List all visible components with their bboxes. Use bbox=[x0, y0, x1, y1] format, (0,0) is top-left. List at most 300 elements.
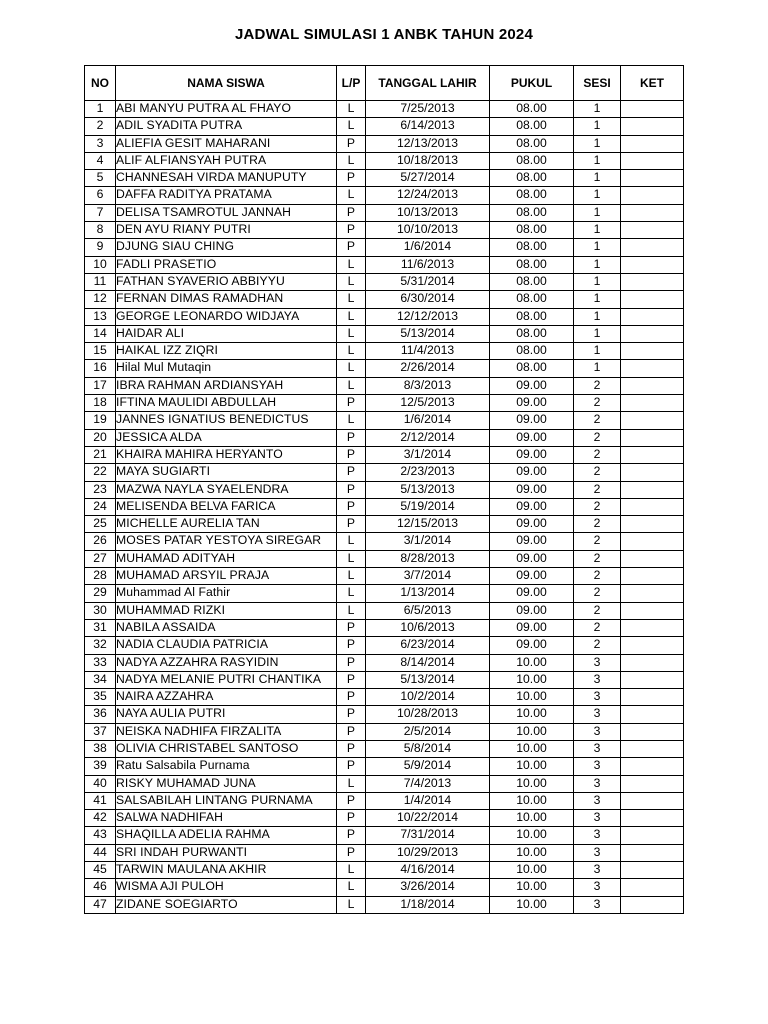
cell-tanggal-lahir: 8/3/2013 bbox=[366, 377, 490, 394]
cell-ket bbox=[621, 343, 684, 360]
cell-nama-siswa: NADYA MELANIE PUTRI CHANTIKA bbox=[116, 671, 337, 688]
table-row bbox=[85, 896, 684, 913]
cell-nama-siswa: DAFFA RADITYA PRATAMA bbox=[116, 187, 337, 204]
table-row bbox=[85, 429, 684, 446]
cell-tanggal-lahir: 5/31/2014 bbox=[366, 273, 490, 290]
table-row bbox=[85, 706, 684, 723]
cell-nama-siswa: NADIA CLAUDIA PATRICIA bbox=[116, 637, 337, 654]
cell-ket bbox=[621, 481, 684, 498]
table-body bbox=[85, 101, 684, 914]
table-row bbox=[85, 291, 684, 308]
cell-nama-siswa: IFTINA MAULIDI ABDULLAH bbox=[116, 395, 337, 412]
cell-nama-siswa: SALWA NADHIFAH bbox=[116, 810, 337, 827]
cell-no: 39 bbox=[85, 758, 116, 775]
cell-no: 15 bbox=[85, 343, 116, 360]
cell-nama-siswa: JESSICA ALDA bbox=[116, 429, 337, 446]
cell-sesi: 1 bbox=[574, 135, 621, 152]
cell-sesi: 2 bbox=[574, 585, 621, 602]
cell-tanggal-lahir: 2/26/2014 bbox=[366, 360, 490, 377]
cell-ket bbox=[621, 498, 684, 515]
table-row bbox=[85, 101, 684, 118]
cell-no: 31 bbox=[85, 619, 116, 636]
cell-ket bbox=[621, 533, 684, 550]
cell-tanggal-lahir: 2/5/2014 bbox=[366, 723, 490, 740]
cell-pukul: 10.00 bbox=[490, 740, 574, 757]
cell-lp: L bbox=[337, 602, 366, 619]
cell-no: 34 bbox=[85, 671, 116, 688]
cell-tanggal-lahir: 7/25/2013 bbox=[366, 101, 490, 118]
cell-ket bbox=[621, 723, 684, 740]
cell-no: 5 bbox=[85, 170, 116, 187]
cell-sesi: 3 bbox=[574, 792, 621, 809]
cell-no: 42 bbox=[85, 810, 116, 827]
cell-tanggal-lahir: 10/29/2013 bbox=[366, 844, 490, 861]
cell-pukul: 10.00 bbox=[490, 827, 574, 844]
cell-lp: P bbox=[337, 740, 366, 757]
cell-ket bbox=[621, 740, 684, 757]
table-row bbox=[85, 464, 684, 481]
cell-ket bbox=[621, 862, 684, 879]
cell-no: 3 bbox=[85, 135, 116, 152]
cell-lp: P bbox=[337, 498, 366, 515]
cell-sesi: 3 bbox=[574, 775, 621, 792]
cell-no: 30 bbox=[85, 602, 116, 619]
cell-nama-siswa: DELISA TSAMROTUL JANNAH bbox=[116, 204, 337, 221]
table-row bbox=[85, 602, 684, 619]
cell-tanggal-lahir: 12/12/2013 bbox=[366, 308, 490, 325]
cell-no: 35 bbox=[85, 689, 116, 706]
cell-tanggal-lahir: 12/13/2013 bbox=[366, 135, 490, 152]
table-row bbox=[85, 516, 684, 533]
cell-sesi: 2 bbox=[574, 481, 621, 498]
cell-nama-siswa: DEN AYU RIANY PUTRI bbox=[116, 222, 337, 239]
cell-sesi: 2 bbox=[574, 619, 621, 636]
cell-sesi: 2 bbox=[574, 550, 621, 567]
cell-tanggal-lahir: 5/19/2014 bbox=[366, 498, 490, 515]
table-row bbox=[85, 792, 684, 809]
cell-ket bbox=[621, 550, 684, 567]
cell-sesi: 3 bbox=[574, 689, 621, 706]
cell-no: 7 bbox=[85, 204, 116, 221]
cell-no: 26 bbox=[85, 533, 116, 550]
cell-pukul: 10.00 bbox=[490, 689, 574, 706]
page-title: JADWAL SIMULASI 1 ANBK TAHUN 2024 bbox=[234, 26, 534, 43]
cell-pukul: 09.00 bbox=[490, 412, 574, 429]
table-row bbox=[85, 308, 684, 325]
cell-no: 14 bbox=[85, 325, 116, 342]
cell-no: 13 bbox=[85, 308, 116, 325]
cell-pukul: 09.00 bbox=[490, 602, 574, 619]
cell-lp: L bbox=[337, 256, 366, 273]
cell-nama-siswa: SHAQILLA ADELIA RAHMA bbox=[116, 827, 337, 844]
cell-pukul: 10.00 bbox=[490, 775, 574, 792]
cell-ket bbox=[621, 810, 684, 827]
cell-no: 17 bbox=[85, 377, 116, 394]
cell-lp: L bbox=[337, 187, 366, 204]
cell-no: 18 bbox=[85, 395, 116, 412]
cell-pukul: 09.00 bbox=[490, 637, 574, 654]
cell-nama-siswa: MAYA SUGIARTI bbox=[116, 464, 337, 481]
cell-pukul: 08.00 bbox=[490, 101, 574, 118]
cell-pukul: 10.00 bbox=[490, 654, 574, 671]
cell-sesi: 1 bbox=[574, 187, 621, 204]
table-row bbox=[85, 498, 684, 515]
cell-pukul: 09.00 bbox=[490, 481, 574, 498]
table-row bbox=[85, 775, 684, 792]
table-row bbox=[85, 446, 684, 463]
cell-nama-siswa: NAIRA AZZAHRA bbox=[116, 689, 337, 706]
cell-tanggal-lahir: 8/28/2013 bbox=[366, 550, 490, 567]
cell-tanggal-lahir: 12/5/2013 bbox=[366, 395, 490, 412]
cell-nama-siswa: ALIEFIA GESIT MAHARANI bbox=[116, 135, 337, 152]
cell-sesi: 3 bbox=[574, 896, 621, 913]
cell-sesi: 1 bbox=[574, 325, 621, 342]
cell-lp: L bbox=[337, 550, 366, 567]
cell-ket bbox=[621, 585, 684, 602]
table-row bbox=[85, 723, 684, 740]
cell-no: 41 bbox=[85, 792, 116, 809]
cell-tanggal-lahir: 5/9/2014 bbox=[366, 758, 490, 775]
cell-nama-siswa: SRI INDAH PURWANTI bbox=[116, 844, 337, 861]
cell-nama-siswa: GEORGE LEONARDO WIDJAYA bbox=[116, 308, 337, 325]
cell-lp: L bbox=[337, 325, 366, 342]
cell-sesi: 2 bbox=[574, 533, 621, 550]
cell-ket bbox=[621, 568, 684, 585]
cell-nama-siswa: Ratu Salsabila Purnama bbox=[116, 758, 337, 775]
cell-pukul: 10.00 bbox=[490, 862, 574, 879]
cell-lp: L bbox=[337, 412, 366, 429]
cell-tanggal-lahir: 1/18/2014 bbox=[366, 896, 490, 913]
cell-tanggal-lahir: 10/10/2013 bbox=[366, 222, 490, 239]
cell-nama-siswa: MUHAMAD ARSYIL PRAJA bbox=[116, 568, 337, 585]
cell-no: 44 bbox=[85, 844, 116, 861]
cell-sesi: 1 bbox=[574, 291, 621, 308]
cell-ket bbox=[621, 429, 684, 446]
cell-ket bbox=[621, 706, 684, 723]
cell-lp: P bbox=[337, 429, 366, 446]
cell-sesi: 2 bbox=[574, 602, 621, 619]
cell-no: 43 bbox=[85, 827, 116, 844]
cell-ket bbox=[621, 896, 684, 913]
cell-nama-siswa: ZIDANE SOEGIARTO bbox=[116, 896, 337, 913]
cell-pukul: 08.00 bbox=[490, 343, 574, 360]
cell-sesi: 2 bbox=[574, 377, 621, 394]
cell-lp: P bbox=[337, 464, 366, 481]
cell-sesi: 3 bbox=[574, 862, 621, 879]
cell-tanggal-lahir: 10/2/2014 bbox=[366, 689, 490, 706]
cell-pukul: 10.00 bbox=[490, 706, 574, 723]
table-row bbox=[85, 689, 684, 706]
cell-ket bbox=[621, 187, 684, 204]
cell-ket bbox=[621, 170, 684, 187]
cell-sesi: 1 bbox=[574, 239, 621, 256]
header-nama-siswa: NAMA SISWA bbox=[116, 66, 337, 101]
cell-pukul: 08.00 bbox=[490, 204, 574, 221]
table-row bbox=[85, 654, 684, 671]
table-row bbox=[85, 412, 684, 429]
cell-tanggal-lahir: 2/23/2013 bbox=[366, 464, 490, 481]
cell-nama-siswa: HAIKAL IZZ ZIQRI bbox=[116, 343, 337, 360]
cell-no: 24 bbox=[85, 498, 116, 515]
cell-tanggal-lahir: 10/18/2013 bbox=[366, 152, 490, 169]
cell-no: 2 bbox=[85, 118, 116, 135]
cell-no: 12 bbox=[85, 291, 116, 308]
header-sesi: SESI bbox=[574, 66, 621, 101]
cell-tanggal-lahir: 1/4/2014 bbox=[366, 792, 490, 809]
cell-no: 46 bbox=[85, 879, 116, 896]
cell-no: 45 bbox=[85, 862, 116, 879]
cell-tanggal-lahir: 10/6/2013 bbox=[366, 619, 490, 636]
table-row bbox=[85, 568, 684, 585]
table-row bbox=[85, 395, 684, 412]
cell-sesi: 1 bbox=[574, 343, 621, 360]
cell-lp: P bbox=[337, 481, 366, 498]
cell-sesi: 2 bbox=[574, 568, 621, 585]
cell-ket bbox=[621, 412, 684, 429]
cell-nama-siswa: Muhammad Al Fathir bbox=[116, 585, 337, 602]
cell-pukul: 08.00 bbox=[490, 187, 574, 204]
cell-no: 47 bbox=[85, 896, 116, 913]
cell-pukul: 09.00 bbox=[490, 498, 574, 515]
cell-no: 6 bbox=[85, 187, 116, 204]
cell-pukul: 08.00 bbox=[490, 360, 574, 377]
cell-ket bbox=[621, 879, 684, 896]
cell-ket bbox=[621, 377, 684, 394]
cell-ket bbox=[621, 775, 684, 792]
cell-ket bbox=[621, 689, 684, 706]
cell-nama-siswa: NEISKA NADHIFA FIRZALITA bbox=[116, 723, 337, 740]
cell-sesi: 1 bbox=[574, 273, 621, 290]
table-row bbox=[85, 550, 684, 567]
cell-pukul: 10.00 bbox=[490, 810, 574, 827]
cell-ket bbox=[621, 602, 684, 619]
cell-pukul: 10.00 bbox=[490, 758, 574, 775]
table-row bbox=[85, 152, 684, 169]
cell-sesi: 3 bbox=[574, 654, 621, 671]
cell-lp: P bbox=[337, 844, 366, 861]
cell-sesi: 3 bbox=[574, 879, 621, 896]
cell-no: 37 bbox=[85, 723, 116, 740]
cell-pukul: 08.00 bbox=[490, 308, 574, 325]
cell-pukul: 08.00 bbox=[490, 291, 574, 308]
cell-nama-siswa: MICHELLE AURELIA TAN bbox=[116, 516, 337, 533]
cell-ket bbox=[621, 101, 684, 118]
cell-lp: P bbox=[337, 446, 366, 463]
table-row bbox=[85, 810, 684, 827]
cell-no: 23 bbox=[85, 481, 116, 498]
cell-pukul: 08.00 bbox=[490, 256, 574, 273]
cell-sesi: 1 bbox=[574, 170, 621, 187]
cell-nama-siswa: MELISENDA BELVA FARICA bbox=[116, 498, 337, 515]
cell-nama-siswa: CHANNESAH VIRDA MANUPUTY bbox=[116, 170, 337, 187]
cell-nama-siswa: ABI MANYU PUTRA AL FHAYO bbox=[116, 101, 337, 118]
cell-ket bbox=[621, 758, 684, 775]
table-row bbox=[85, 862, 684, 879]
cell-nama-siswa: MOSES PATAR YESTOYA SIREGAR bbox=[116, 533, 337, 550]
table-row bbox=[85, 758, 684, 775]
cell-pukul: 09.00 bbox=[490, 568, 574, 585]
table-row bbox=[85, 619, 684, 636]
cell-sesi: 2 bbox=[574, 516, 621, 533]
cell-nama-siswa: OLIVIA CHRISTABEL SANTOSO bbox=[116, 740, 337, 757]
cell-tanggal-lahir: 8/14/2014 bbox=[366, 654, 490, 671]
cell-pukul: 10.00 bbox=[490, 723, 574, 740]
cell-sesi: 3 bbox=[574, 740, 621, 757]
cell-lp: L bbox=[337, 118, 366, 135]
cell-no: 29 bbox=[85, 585, 116, 602]
cell-pukul: 08.00 bbox=[490, 152, 574, 169]
header-ket: KET bbox=[621, 66, 684, 101]
cell-lp: L bbox=[337, 273, 366, 290]
table-row bbox=[85, 360, 684, 377]
cell-sesi: 2 bbox=[574, 637, 621, 654]
cell-no: 27 bbox=[85, 550, 116, 567]
cell-ket bbox=[621, 135, 684, 152]
cell-pukul: 10.00 bbox=[490, 896, 574, 913]
cell-no: 33 bbox=[85, 654, 116, 671]
cell-ket bbox=[621, 273, 684, 290]
cell-nama-siswa: Hilal Mul Mutaqin bbox=[116, 360, 337, 377]
cell-tanggal-lahir: 7/31/2014 bbox=[366, 827, 490, 844]
cell-nama-siswa: FATHAN SYAVERIO ABBIYYU bbox=[116, 273, 337, 290]
cell-no: 1 bbox=[85, 101, 116, 118]
cell-lp: L bbox=[337, 533, 366, 550]
cell-lp: P bbox=[337, 239, 366, 256]
cell-pukul: 09.00 bbox=[490, 377, 574, 394]
cell-lp: P bbox=[337, 135, 366, 152]
cell-tanggal-lahir: 6/5/2013 bbox=[366, 602, 490, 619]
table-row bbox=[85, 637, 684, 654]
table-row bbox=[85, 118, 684, 135]
cell-ket bbox=[621, 446, 684, 463]
cell-tanggal-lahir: 6/30/2014 bbox=[366, 291, 490, 308]
cell-tanggal-lahir: 5/13/2014 bbox=[366, 325, 490, 342]
cell-nama-siswa: HAIDAR ALI bbox=[116, 325, 337, 342]
table-row bbox=[85, 222, 684, 239]
cell-no: 16 bbox=[85, 360, 116, 377]
table-row bbox=[85, 844, 684, 861]
cell-tanggal-lahir: 5/13/2014 bbox=[366, 671, 490, 688]
cell-tanggal-lahir: 5/13/2013 bbox=[366, 481, 490, 498]
cell-no: 9 bbox=[85, 239, 116, 256]
cell-no: 25 bbox=[85, 516, 116, 533]
cell-nama-siswa: NAYA AULIA PUTRI bbox=[116, 706, 337, 723]
cell-nama-siswa: RISKY MUHAMAD JUNA bbox=[116, 775, 337, 792]
cell-ket bbox=[621, 637, 684, 654]
table-row bbox=[85, 187, 684, 204]
table-row bbox=[85, 170, 684, 187]
cell-lp: P bbox=[337, 619, 366, 636]
cell-no: 32 bbox=[85, 637, 116, 654]
cell-nama-siswa: ADIL SYADITA PUTRA bbox=[116, 118, 337, 135]
cell-pukul: 08.00 bbox=[490, 239, 574, 256]
cell-pukul: 09.00 bbox=[490, 516, 574, 533]
cell-lp: L bbox=[337, 568, 366, 585]
cell-sesi: 3 bbox=[574, 671, 621, 688]
cell-tanggal-lahir: 3/1/2014 bbox=[366, 533, 490, 550]
cell-lp: P bbox=[337, 516, 366, 533]
cell-sesi: 2 bbox=[574, 395, 621, 412]
cell-nama-siswa: FERNAN DIMAS RAMADHAN bbox=[116, 291, 337, 308]
cell-sesi: 3 bbox=[574, 706, 621, 723]
cell-tanggal-lahir: 5/27/2014 bbox=[366, 170, 490, 187]
cell-pukul: 10.00 bbox=[490, 879, 574, 896]
header-lp: L/P bbox=[337, 66, 366, 101]
cell-no: 4 bbox=[85, 152, 116, 169]
cell-pukul: 09.00 bbox=[490, 395, 574, 412]
cell-ket bbox=[621, 464, 684, 481]
cell-ket bbox=[621, 118, 684, 135]
cell-pukul: 10.00 bbox=[490, 844, 574, 861]
header-row bbox=[85, 66, 684, 101]
cell-ket bbox=[621, 204, 684, 221]
cell-ket bbox=[621, 516, 684, 533]
cell-no: 28 bbox=[85, 568, 116, 585]
cell-lp: P bbox=[337, 758, 366, 775]
cell-sesi: 3 bbox=[574, 810, 621, 827]
cell-pukul: 08.00 bbox=[490, 273, 574, 290]
cell-ket bbox=[621, 671, 684, 688]
cell-tanggal-lahir: 1/13/2014 bbox=[366, 585, 490, 602]
cell-lp: L bbox=[337, 896, 366, 913]
cell-nama-siswa: TARWIN MAULANA AKHIR bbox=[116, 862, 337, 879]
cell-lp: L bbox=[337, 775, 366, 792]
cell-tanggal-lahir: 2/12/2014 bbox=[366, 429, 490, 446]
table-row bbox=[85, 343, 684, 360]
cell-sesi: 3 bbox=[574, 844, 621, 861]
table-row bbox=[85, 585, 684, 602]
cell-lp: P bbox=[337, 204, 366, 221]
cell-lp: P bbox=[337, 810, 366, 827]
cell-sesi: 2 bbox=[574, 446, 621, 463]
cell-sesi: 3 bbox=[574, 758, 621, 775]
cell-ket bbox=[621, 291, 684, 308]
cell-lp: P bbox=[337, 222, 366, 239]
cell-tanggal-lahir: 3/26/2014 bbox=[366, 879, 490, 896]
table-row bbox=[85, 204, 684, 221]
cell-ket bbox=[621, 360, 684, 377]
cell-sesi: 1 bbox=[574, 101, 621, 118]
table-row bbox=[85, 481, 684, 498]
cell-lp: P bbox=[337, 637, 366, 654]
table-row bbox=[85, 273, 684, 290]
cell-nama-siswa: NABILA ASSAIDA bbox=[116, 619, 337, 636]
table-row bbox=[85, 325, 684, 342]
cell-nama-siswa: FADLI PRASETIO bbox=[116, 256, 337, 273]
header-no: NO bbox=[85, 66, 116, 101]
cell-nama-siswa: IBRA RAHMAN ARDIANSYAH bbox=[116, 377, 337, 394]
cell-sesi: 1 bbox=[574, 118, 621, 135]
cell-ket bbox=[621, 827, 684, 844]
cell-lp: L bbox=[337, 291, 366, 308]
cell-pukul: 09.00 bbox=[490, 585, 574, 602]
cell-pukul: 10.00 bbox=[490, 671, 574, 688]
cell-lp: P bbox=[337, 395, 366, 412]
cell-pukul: 09.00 bbox=[490, 619, 574, 636]
cell-lp: P bbox=[337, 827, 366, 844]
cell-nama-siswa: DJUNG SIAU CHING bbox=[116, 239, 337, 256]
cell-sesi: 2 bbox=[574, 412, 621, 429]
cell-sesi: 1 bbox=[574, 204, 621, 221]
cell-ket bbox=[621, 844, 684, 861]
cell-lp: L bbox=[337, 862, 366, 879]
cell-ket bbox=[621, 222, 684, 239]
cell-nama-siswa: ALIF ALFIANSYAH PUTRA bbox=[116, 152, 337, 169]
cell-pukul: 08.00 bbox=[490, 118, 574, 135]
cell-nama-siswa: MUHAMMAD RIZKI bbox=[116, 602, 337, 619]
cell-tanggal-lahir: 7/4/2013 bbox=[366, 775, 490, 792]
cell-ket bbox=[621, 792, 684, 809]
